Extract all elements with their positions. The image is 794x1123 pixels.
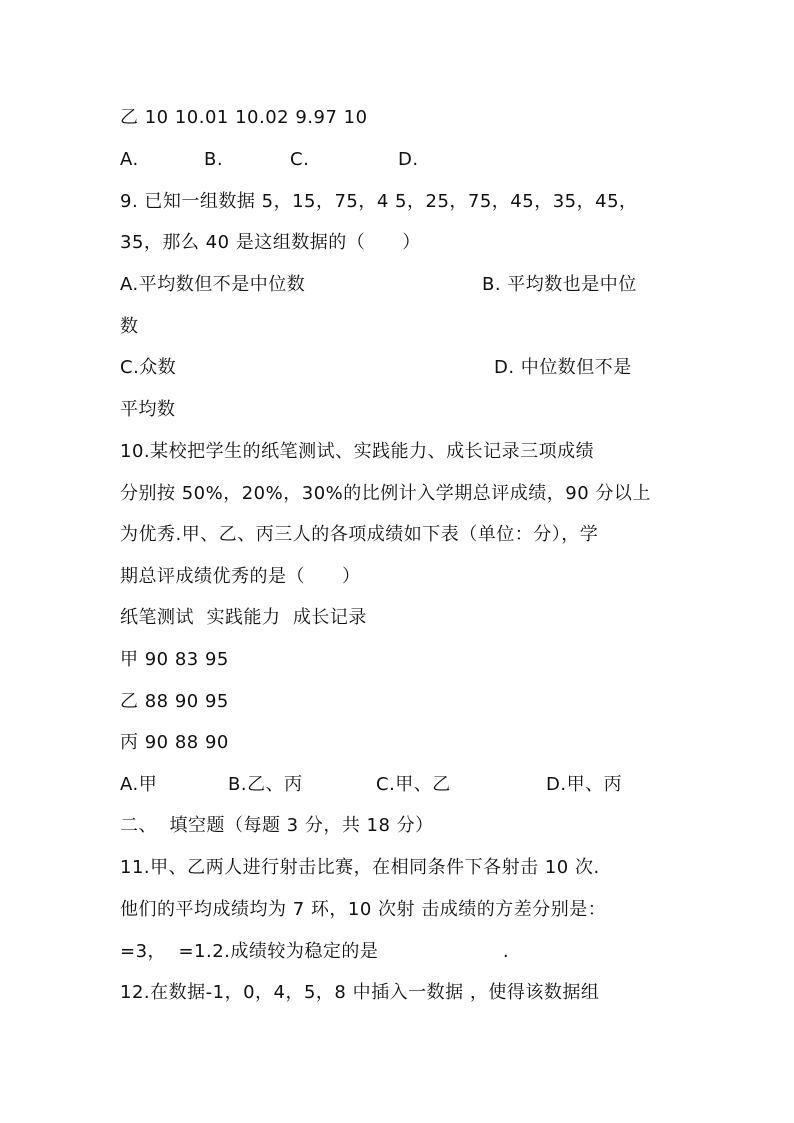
q10-stem-line-1: 10.某校把学生的纸笔测试、实践能力、成长记录三项成绩: [120, 441, 595, 462]
q8-data-row-yi: 乙 10 10.01 10.02 9.97 10: [120, 107, 368, 128]
q8-option-d: D.: [398, 149, 419, 170]
q10-stem-line-2: 分别按 50%，20%，30%的比例计入学期总评成绩，90 分以上: [120, 483, 651, 504]
q12-stem-line-1: 12.在数据-1，0，4，5，8 中插入一数据 ，使得该数据组: [120, 982, 600, 1003]
q10-option-a: A.甲: [120, 774, 158, 795]
section-2-heading: 二、 填空题（每题 3 分，共 18 分）: [120, 815, 434, 836]
q10-option-c: C.甲、乙: [376, 774, 451, 795]
q9-option-b-continuation: 数: [120, 316, 139, 337]
q9-option-b: B. 平均数也是中位: [482, 274, 637, 295]
q11-stem-line-2: 他们的平均成绩均为 7 环，10 次射 击成绩的方差分别是：: [120, 899, 607, 920]
q9-option-d: D. 中位数但不是: [494, 357, 632, 378]
q8-option-a: A.: [120, 149, 139, 170]
q9-stem-line-2: 35，那么 40 是这组数据的（ ）: [120, 232, 421, 253]
q10-table-row-yi: 乙 88 90 95: [120, 691, 229, 712]
q10-option-b: B.乙、丙: [228, 774, 303, 795]
q9-stem-line-1: 9. 已知一组数据 5，15，75，4 5，25，75，45，35，45，: [120, 191, 638, 212]
q9-option-c: C.众数: [120, 357, 177, 378]
q10-table-header: 纸笔测试 实践能力 成长记录: [120, 607, 367, 628]
q8-option-c: C.: [290, 149, 310, 170]
q10-stem-line-3: 为优秀.甲、乙、丙三人的各项成绩如下表（单位：分），学: [120, 524, 599, 545]
q11-stem-line-3: =3， =1.2.成绩较为稳定的是 .: [120, 941, 510, 962]
q10-option-d: D.甲、丙: [546, 774, 623, 795]
q9-option-d-continuation: 平均数: [120, 399, 176, 420]
q10-table-row-jia: 甲 90 83 95: [120, 649, 229, 670]
q10-stem-line-4: 期总评成绩优秀的是（ ）: [120, 566, 361, 587]
q10-table-row-bing: 丙 90 88 90: [120, 732, 229, 753]
q9-option-a: A.平均数但不是中位数: [120, 274, 306, 295]
q11-stem-line-1: 11.甲、乙两人进行射击比赛，在相同条件下各射击 10 次.: [120, 857, 600, 878]
q8-option-b: B.: [204, 149, 224, 170]
